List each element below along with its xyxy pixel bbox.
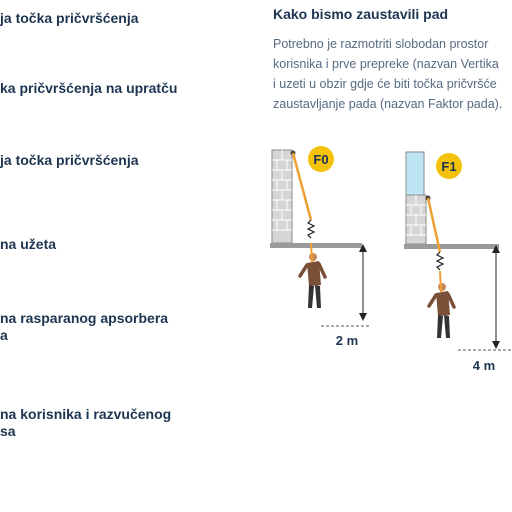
label-harness-attachment: ka pričvršćenja na upratču [0, 80, 178, 96]
section-title: Kako bismo zaustavili pad [273, 6, 449, 22]
brick-wall [406, 195, 426, 244]
body-line: Potrebno je razmotriti slobodan prostor [273, 37, 489, 51]
label-anchor-point-2: ja točka pričvršćenja [0, 152, 139, 168]
label-absorber-line-1: na rasparanog apsorbera [0, 310, 169, 326]
floor-slab [404, 244, 499, 249]
worker-figure [429, 271, 454, 338]
lanyard [293, 153, 311, 220]
floor-slab [270, 243, 362, 248]
shock-absorber [437, 252, 443, 270]
badge-label: F1 [441, 159, 457, 174]
lanyard [428, 198, 440, 252]
badge-label: F0 [313, 152, 329, 167]
label-rope-length: na užeta [0, 236, 57, 252]
window [406, 152, 424, 195]
worker-figure [300, 243, 325, 308]
body-line: i uzeti u obzir gdje će biti točka pričvršće [273, 77, 497, 91]
brick-wall [272, 150, 292, 243]
shock-absorber [308, 220, 314, 238]
label-user-height-line-2: sa [0, 423, 16, 439]
section-body [273, 34, 502, 114]
body-line: zaustavljanje pada (nazvan Faktor pada). [273, 97, 503, 111]
distance-label: 2 m [335, 333, 359, 348]
label-absorber-line-2: a [0, 327, 8, 343]
distance-label: 4 m [472, 358, 496, 373]
body-line: korisnika i prve prepreke (nazvan Vertika [273, 57, 499, 71]
label-user-height-line-1: na korisnika i razvučenog [0, 406, 172, 422]
label-anchor-point: ja točka pričvršćenja [0, 10, 139, 26]
fall-factor-f0-diagram [265, 140, 375, 370]
fall-factor-f1-diagram [398, 140, 512, 380]
